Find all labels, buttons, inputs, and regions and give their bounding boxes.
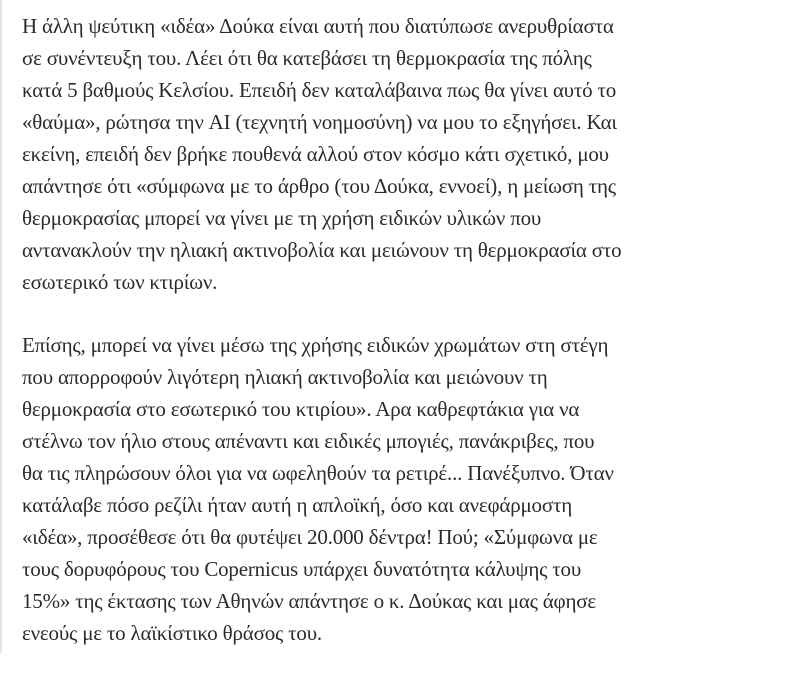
text-line: θα τις πληρώσουν όλοι για να ωφεληθούν τα ρετιρέ... Πανέξυπνο. Όταν: [22, 461, 614, 485]
text-line: θερμοκρασία στο εσωτερικό του κτιρίου». Αρα καθρεφτάκια για να: [22, 397, 580, 421]
text-line: Η άλλη ψεύτικη «ιδέα» Δούκα είναι αυτή που διατύπωσε ανερυθρίαστα: [22, 14, 614, 38]
text-line: που απορροφούν λιγότερη ηλιακή ακτινοβολία και μειώνουν τη: [22, 365, 548, 389]
text-line: Επίσης, μπορεί να γίνει μέσω της χρήσης ειδικών χρωμάτων στη στέγη: [22, 333, 609, 357]
text-line: ενεούς με το λαϊκίστικο θράσος του.: [22, 621, 322, 645]
text-line: θερμοκρασίας μπορεί να γίνει με τη χρήση ειδικών υλικών που: [22, 206, 542, 230]
text-line: κατάλαβε πόσο ρεζίλι ήταν αυτή η απλοϊκή, όσο και ανεφάρμοστη: [22, 493, 572, 517]
text-line: απάντησε ότι «σύμφωνα με το άρθρο (του Δούκα, εννοεί), η μείωση της: [22, 174, 616, 198]
text-line: στέλνω τον ήλιο στους απέναντι και ειδικές μπογιές, πανάκριβες, που: [22, 429, 595, 453]
text-line: τους δορυφόρους του Copernicus υπάρχει δυνατότητα κάλυψης του: [22, 557, 582, 581]
paragraph-2: [22, 329, 782, 649]
text-line: «ιδέα», προσέθεσε ότι θα φυτέψει 20.000 δέντρα! Πού; «Σύμφωνα με: [22, 525, 598, 549]
text-line: «θαύμα», ρώτησα την AI (τεχνητή νοημοσύνη) να μου το εξηγήσει. Και: [22, 110, 617, 134]
text-line: 15%» της έκτασης των Αθηνών απάντησε ο κ. Δούκας και μας άφησε: [22, 589, 596, 613]
text-line: εσωτερικό των κτιρίων.: [22, 270, 218, 294]
text-line: αντανακλούν την ηλιακή ακτινοβολία και μειώνουν τη θερμοκρασία στο: [22, 238, 622, 262]
article-body: [22, 10, 782, 680]
paragraph-1: [22, 10, 782, 298]
text-line: εκείνη, επειδή δεν βρήκε πουθενά αλλού στον κόσμο κάτι σχετικό, μου: [22, 142, 609, 166]
text-line: σε συνέντευξη του. Λέει ότι θα κατεβάσει τη θερμοκρασία της πόλης: [22, 46, 592, 70]
text-line: κατά 5 βαθμούς Κελσίου. Επειδή δεν καταλάβαινα πως θα γίνει αυτό το: [22, 78, 617, 102]
